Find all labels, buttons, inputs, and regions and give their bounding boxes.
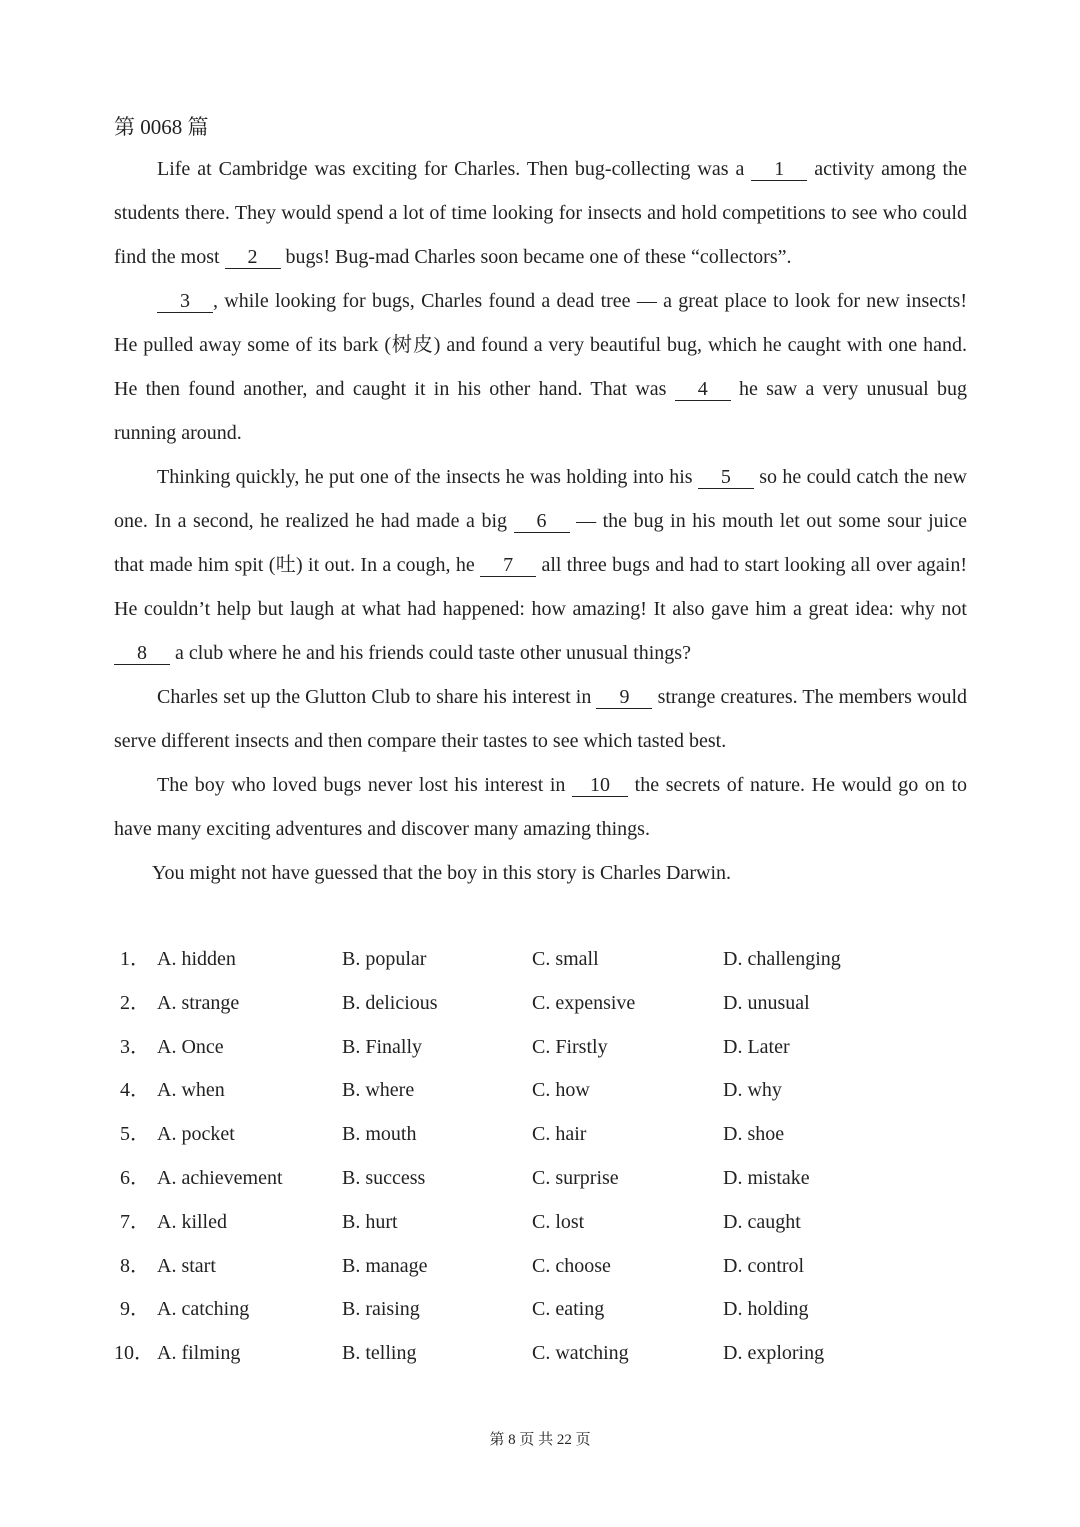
paragraph-4 <box>114 675 967 763</box>
option-b: B. delicious <box>342 991 438 1014</box>
option-c: C. watching <box>532 1342 629 1365</box>
paragraph-1 <box>114 147 967 279</box>
paragraph-3 <box>114 455 967 675</box>
option-d: D. shoe <box>723 1123 785 1146</box>
option-b: B. popular <box>342 948 427 970</box>
question-number: 7． <box>120 1210 150 1233</box>
question-row <box>114 1112 967 1156</box>
text-run: bugs! Bug-mad Charles soon became one of these “collectors”. <box>280 246 792 268</box>
question-row <box>114 1244 967 1288</box>
question-row <box>114 1200 967 1244</box>
option-b: B. Finally <box>342 1035 423 1058</box>
option-d: D. why <box>723 1079 782 1102</box>
text-run: — the bug in his mouth let out some sour juice that made him spit (吐) it out. In a cough, he <box>114 510 967 576</box>
text-run: Charles set up the Glutton Club to share his interest in <box>157 686 597 708</box>
question-row <box>114 1025 967 1069</box>
option-c: C. expensive <box>532 991 636 1014</box>
text-run: The boy who loved bugs never lost his interest in <box>157 774 573 796</box>
blank-7: 7 <box>480 554 536 577</box>
option-a: A. achievement <box>157 1166 283 1189</box>
text-run: Life at Cambridge was exciting for Charles. Then bug-collecting was a <box>157 158 752 180</box>
text-run: so he could catch the new one. In a second, he realized he had made a big <box>114 466 967 532</box>
question-number: 3． <box>120 1035 150 1058</box>
option-d: D. unusual <box>723 991 810 1014</box>
option-d: D. holding <box>723 1298 809 1321</box>
option-c: C. how <box>532 1079 590 1102</box>
option-a: A. filming <box>157 1342 241 1365</box>
question-number: 8． <box>120 1254 150 1277</box>
option-a: A. catching <box>157 1298 250 1321</box>
option-a: A. when <box>157 1079 225 1102</box>
option-d: D. control <box>723 1254 805 1277</box>
option-d: D. exploring <box>723 1342 825 1365</box>
option-b: B. hurt <box>342 1210 398 1233</box>
blank-8: 8 <box>114 642 170 665</box>
option-c: C. surprise <box>532 1166 619 1189</box>
text-run: activity among the students there. They would spend a lot of time looking for insects and hold competitions to see who could find the most <box>114 158 967 268</box>
text-run: the secrets of nature. He would go on to have many exciting adventures and discover many amazing things. <box>114 774 967 840</box>
option-b: B. success <box>342 1166 426 1189</box>
option-a: A. killed <box>157 1210 227 1233</box>
option-c: C. lost <box>532 1210 585 1233</box>
option-b: B. manage <box>342 1254 428 1277</box>
blank-3: 3 <box>157 290 213 313</box>
option-d: D. challenging <box>723 948 841 970</box>
blank-10: 10 <box>572 774 628 797</box>
option-c: C. choose <box>532 1254 611 1277</box>
question-row <box>114 981 967 1025</box>
question-row <box>114 1068 967 1112</box>
question-number: 9． <box>120 1298 150 1321</box>
blank-6: 6 <box>514 510 570 533</box>
option-c: C. hair <box>532 1123 587 1146</box>
option-c: C. small <box>532 948 599 970</box>
paragraph-2 <box>114 279 967 455</box>
paragraph-6: You might not have guessed that the boy in this story is Charles Darwin. <box>152 862 732 884</box>
passage-heading: 第 0068 篇 <box>114 115 209 139</box>
option-d: D. caught <box>723 1210 801 1233</box>
question-number: 2． <box>120 991 150 1014</box>
text-run: he saw a very unusual bug running around. <box>114 378 967 444</box>
question-row <box>114 1156 967 1200</box>
option-a: A. hidden <box>157 948 236 970</box>
option-a: A. Once <box>157 1035 224 1058</box>
question-number: 10． <box>114 1342 154 1365</box>
option-c: C. Firstly <box>532 1035 608 1058</box>
blank-1: 1 <box>751 158 807 181</box>
question-number: 5． <box>120 1123 150 1146</box>
text-run: strange creatures. The members would serve different insects and then compare their tastes to see which tasted best. <box>114 686 967 752</box>
page-footer: 第 8 页 共 22 页 <box>489 1432 591 1448</box>
passage-body <box>114 147 967 895</box>
blank-4: 4 <box>675 378 731 401</box>
text-run: , while looking for bugs, Charles found a dead tree — a great place to look for new insects! He pulled away some of its bark (树皮) and found a very beautiful bug, which he caught with one hand. He then found another, and caught it in his other hand. That was <box>114 290 967 400</box>
option-a: A. strange <box>157 991 240 1014</box>
question-number: 4． <box>120 1079 150 1102</box>
question-row <box>114 1287 967 1331</box>
text-run: Thinking quickly, he put one of the insects he was holding into his <box>157 466 698 488</box>
question-number: 1． <box>120 948 150 970</box>
option-a: A. start <box>157 1254 216 1277</box>
question-row <box>114 1331 967 1375</box>
option-b: B. where <box>342 1079 415 1102</box>
text-run: a club where he and his friends could taste other unusual things? <box>170 642 691 664</box>
option-a: A. pocket <box>157 1123 235 1146</box>
option-d: D. mistake <box>723 1166 810 1189</box>
blank-5: 5 <box>698 466 754 489</box>
option-b: B. raising <box>342 1298 420 1321</box>
option-d: D. Later <box>723 1035 790 1058</box>
question-number: 6． <box>120 1166 150 1189</box>
option-c: C. eating <box>532 1298 605 1321</box>
text-run: all three bugs and had to start looking all over again! He couldn’t help but laugh at what had happened: how amazing! It also gave him a great idea: why not <box>114 554 967 620</box>
option-b: B. mouth <box>342 1123 417 1146</box>
blank-2: 2 <box>225 246 281 269</box>
paragraph-5 <box>114 763 967 851</box>
answer-options <box>114 937 967 1375</box>
option-b: B. telling <box>342 1342 417 1365</box>
blank-9: 9 <box>596 686 652 709</box>
question-row <box>114 937 967 981</box>
